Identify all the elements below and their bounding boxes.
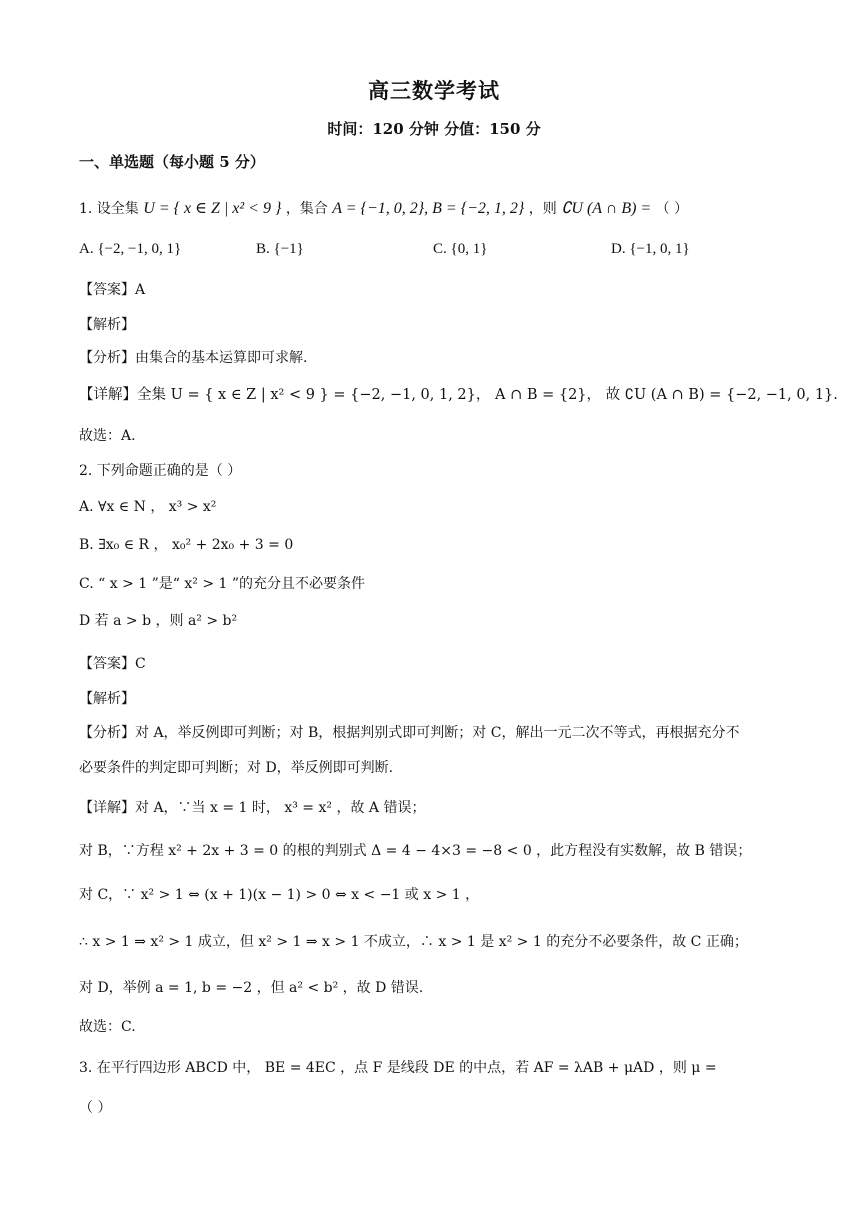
q1-stem [79,199,688,218]
q2-option-c: C. “ x > 1 ”是“ x² > 1 ”的充分且不必要条件 [79,576,366,592]
q1-stem-tail: ，则 [528,201,557,217]
q2-detail-line4: ∴ x > 1 ⇒ x² > 1 成立，但 x² > 1 ⇒ x > 1 不成立，∴ x > 1 是 x² > 1 的充分不必要条件，故 C 正确； [79,934,748,950]
q1-analysis-label: 【解析】 [79,317,135,333]
q2-answer: 【答案】C [79,656,146,672]
q1-set-u: U = { x ∈ Z | x² < 9 } [143,200,282,217]
q2-detail-line3: 对 C，∵ x² > 1 ⇔ (x + 1)(x − 1) > 0 ⇔ x < −1 或 x > 1 ， [79,887,480,903]
q2-stem: 2. 下列命题正确的是（ ） [79,463,242,479]
q1-option-b: B. {−1} [256,241,304,257]
q3-stem: 3. 在平行四边形 ABCD 中， BE = 4EC ，点 F 是线段 DE 的中点，若 AF = λAB + μAD ，则 μ = [79,1060,717,1076]
q1-answer: 【答案】A [79,282,146,298]
q2-detail-line5: 对 D，举例 a = 1, b = −2 ，但 a² < b² ，故 D 错误. [79,980,424,996]
q1-expression: ∁U (A ∩ B) = [561,200,652,217]
q2-analysis-line1: 【分析】对 A，举反例即可判断；对 B，根据判别式即可判断；对 C，解出一元二次不等式，再根据充分不 [79,725,740,741]
q2-option-d: D 若 a > b ，则 a² > b² [79,613,238,629]
q1-option-d: D. {−1, 0, 1} [611,241,690,257]
q1-answer-paren: （ ） [655,201,689,217]
q3-answer-paren: （ ） [79,1100,112,1116]
q2-analysis-label: 【解析】 [79,691,135,707]
q1-choice: 故选：A. [79,428,136,444]
page-title: 高三数学考试 [368,78,500,103]
q2-option-b: B. ∃x₀ ∈ R ， x₀² + 2x₀ + 3 = 0 [79,537,294,553]
q2-analysis-line2: 必要条件的判定即可判断；对 D，举反例即可判断. [79,760,394,776]
section-heading: 一、单选题（每小题 5 分） [79,153,265,171]
exam-info: 时间：120 分钟 分值：150 分 [327,120,541,138]
q2-detail-line2: 对 B，∵方程 x² + 2x + 3 = 0 的根的判别式 Δ = 4 − 4×3 = −8 < 0 ，此方程没有实数解，故 B 错误； [79,843,752,859]
q1-option-c: C. {0, 1} [433,241,488,257]
q1-sets-ab: A = {−1, 0, 2}, B = {−2, 1, 2} [332,200,525,217]
q1-analysis: 【分析】由集合的基本运算即可求解. [79,350,308,366]
q2-option-a: A. ∀x ∈ N ， x³ > x² [79,499,217,515]
q2-choice: 故选：C. [79,1019,136,1035]
q1-stem-mid: ，集合 [285,201,328,217]
q1-detail: 【详解】全集 U = { x ∈ Z | x² < 9 } = {−2, −1, 0, 1, 2}， A ∩ B = {2}， 故 ∁U (A ∩ B) = {−2, −1, 0, 1}. [79,387,838,403]
q1-stem-prefix: 1. 设全集 [79,201,139,217]
q2-detail-line1: 【详解】对 A，∵当 x = 1 时， x³ = x² ，故 A 错误； [79,800,426,816]
q1-option-a: A. {−2, −1, 0, 1} [79,241,182,257]
